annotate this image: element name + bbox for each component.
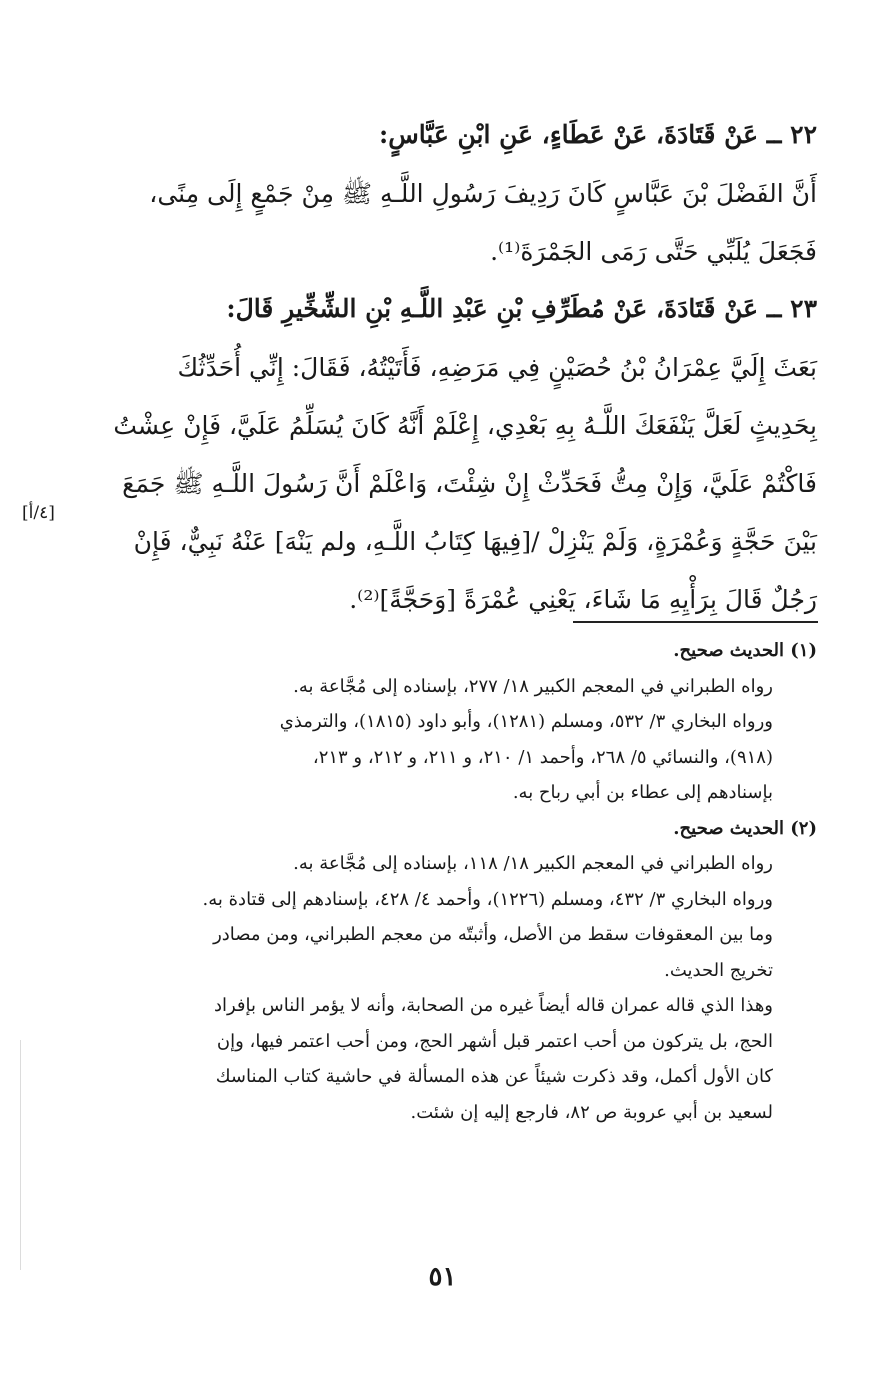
hadith-22-line-1: أَنَّ الفَضْلَ بْنَ عَبَّاسٍ كَانَ رَدِيفَ رَسُولِ اللَّـهِ ﷺ مِنْ جَمْعٍ إِلَى مِنًى، <box>149 179 817 208</box>
hadith-23-heading: ٢٣ ــ عَنْ قَتَادَةَ، عَنْ مُطَرِّفِ بْنِ عَبْدِ اللَّـهِ بْنِ الشِّخِّيرِ قَالَ: <box>226 294 817 323</box>
footnote-1-line-4: بإسنادهم إلى عطاء بن أبي رباح به. <box>512 782 773 803</box>
hadith-23-line-4: بَيْنَ حَجَّةٍ وَعُمْرَةٍ، وَلَمْ يَنْزِلْ /[فِيهَا كِتَابُ اللَّـهِ، ولم يَنْهَ] عَنْهُ نَبِيٌّ، فَإِنْ <box>133 527 817 556</box>
hadith-22-line-2: فَجَعَلَ يُلَبِّي حَتَّى رَمَى الجَمْرَةَ⁽¹⁾. <box>490 237 817 266</box>
footnote-2-heading: (٢) الحديث صحيح. <box>673 817 817 839</box>
footnote-1-line-2: ورواه البخاري ٣/ ٥٣٢، ومسلم (١٢٨١)، وأبو داود (١٨١٥)، والترمذي <box>279 711 773 732</box>
footnote-2 <box>70 811 817 1131</box>
manuscript-page-reference: [٤/أ] <box>22 503 55 523</box>
footnote-2-line-4: تخريج الحديث. <box>664 959 773 981</box>
footnote-1 <box>70 633 817 811</box>
hadith-23-line-5: رَجُلٌ قَالَ بِرَأْيِهِ مَا شَاءَ، يَعْنِي عُمْرَةً [وَحَجَّةً]⁽²⁾. <box>349 585 817 614</box>
footnote-2-line-6: الحج، بل يتركون من أحب اعتمر قبل أشهر الحج، ومن أحب اعتمر فيها، وإن <box>216 1030 773 1052</box>
footnote-separator <box>573 621 818 623</box>
scan-margin-line <box>20 1040 21 1270</box>
page-number: ٥١ <box>428 1262 457 1292</box>
footnote-2-line-2: ورواه البخاري ٣/ ٤٣٢، ومسلم (١٢٢٦)، وأحمد ٤/ ٤٢٨، بإسنادهم إلى قتادة به. <box>202 888 773 910</box>
hadith-23-line-3: فَاكْتُمْ عَلَيَّ، وَإِنْ مِتُّ فَحَدِّثْ إِنْ شِئْتَ، وَاعْلَمْ أَنَّ رَسُولَ اللَّـهِ ﷺ جَمَعَ <box>122 469 817 498</box>
footnote-1-heading: (١) الحديث صحيح. <box>673 640 817 661</box>
footnote-2-line-7: كان الأول أكمل، وقد ذكرت شيئاً عن هذه المسألة في حاشية كتاب المناسك <box>215 1066 773 1087</box>
hadith-23-line-1: بَعَثَ إِلَيَّ عِمْرَانُ بْنُ حُصَيْنٍ فِي مَرَضِهِ، فَأَتَيْتُهُ، فَقَالَ: إِنِّي أُحَدِّثُكَ <box>177 353 817 382</box>
hadith-23-text <box>70 339 817 629</box>
hadith-23-line-2: بِحَدِيثٍ لَعَلَّ يَنْفَعَكَ اللَّـهُ بِهِ بَعْدِي، إِعْلَمْ أَنَّهُ كَانَ يُسَلِّمُ عَلَيَّ، فَإِنْ عِشْتُ <box>113 411 817 440</box>
footnotes <box>70 633 817 1130</box>
hadith-22-text <box>70 165 817 281</box>
footnote-2-line-3: وما بين المعقوفات سقط من الأصل، وأثبتّه من معجم الطبراني، ومن مصادر <box>213 924 773 945</box>
footnote-2-line-8: لسعيد بن أبي عروبة ص ٨٢، فارجع إليه إن شئت. <box>410 1101 773 1123</box>
footnote-1-line-1: رواه الطبراني في المعجم الكبير ١٨/ ٢٧٧، بإسناده إلى مُجَّاعة به. <box>293 675 773 697</box>
footnote-2-line-1: رواه الطبراني في المعجم الكبير ١٨/ ١١٨، بإسناده إلى مُجَّاعة به. <box>293 853 773 874</box>
footnote-2-line-5: وهذا الذي قاله عمران قاله أيضاً غيره من الصحابة، وأنه لا يؤمر الناس بإفراد <box>213 995 773 1016</box>
hadith-22-heading: ٢٢ ــ عَنْ قَتَادَةَ، عَنْ عَطَاءٍ، عَنِ ابْنِ عَبَّاسٍ: <box>378 120 817 149</box>
footnote-1-line-3: (٩١٨)، والنسائي ٥/ ٢٦٨، وأحمد ١/ ٢١٠، و ٢١١، و ٢١٢، و ٢١٣، <box>312 746 773 768</box>
